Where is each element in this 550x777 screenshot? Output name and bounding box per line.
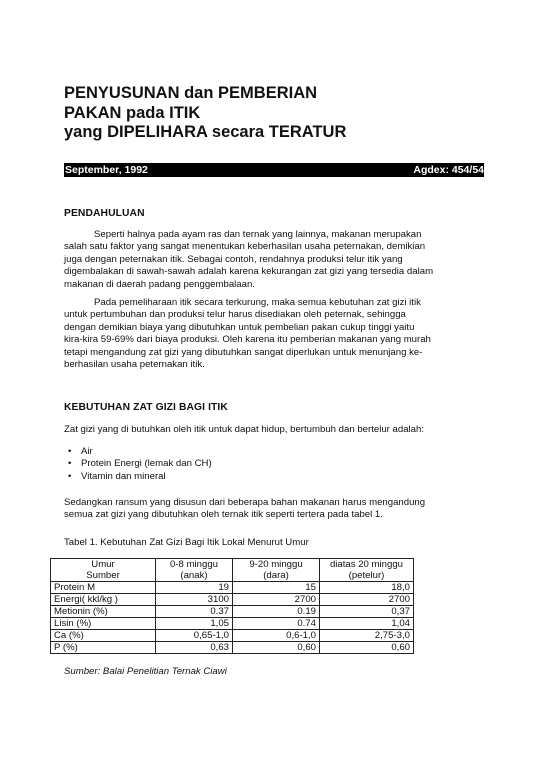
text-line: salah satu faktor yang sangat menentukan keberhasilan usaha peternakan, demikian — [64, 241, 426, 253]
bullet-icon: • — [68, 470, 72, 482]
bullet-icon: • — [68, 446, 72, 457]
bullet-icon: • — [68, 458, 72, 470]
table-cell: 1,04 — [320, 618, 414, 630]
paragraph-kebutuhan-after — [64, 497, 484, 522]
section-heading-kebutuhan: KEBUTUHAN ZAT GIZI BAGI ITIK — [64, 402, 228, 413]
text-line: makanan di daerah padang penggembalaan. — [64, 278, 255, 290]
table-cell: 3100 — [156, 594, 233, 606]
table-cell: 2700 — [233, 594, 320, 606]
table-cell: 1,05 — [156, 618, 233, 630]
table-cell: 0,65-1,0 — [156, 630, 233, 642]
text-line: Tabel 1. Kebutuhan Zat Gizi Bagi Itik Lokal Menurut Umur — [64, 537, 309, 548]
table-cell: 18,0 — [320, 582, 414, 594]
table-header-cell: 0-8 minggu (anak) — [156, 559, 233, 582]
table-cell: 0,6-1,0 — [233, 630, 320, 642]
title-line: PENYUSUNAN dan PEMBERIAN — [64, 84, 318, 102]
table-caption — [64, 537, 484, 549]
list-item: • Protein Energi (lemak dan CH) — [68, 458, 212, 470]
paragraph-pendahuluan-2 — [64, 297, 484, 371]
table-cell: 2700 — [320, 594, 414, 606]
table-row — [51, 618, 414, 630]
text-line: berhasilan usaha peternakan itik. — [64, 359, 205, 371]
table-row — [51, 606, 414, 618]
text-line: digembalakan di sawah-sawah adalah karena kekurangan zat gizi yang tersedia dalam — [64, 266, 434, 278]
table-cell: 0,63 — [156, 642, 233, 654]
table-cell: 0,60 — [320, 642, 414, 654]
table-cell: 0.74 — [233, 618, 320, 630]
table-cell: 0.37 — [156, 606, 233, 618]
text-line: dengan demikian biaya yang dibutuhkan untuk pembelian pakan cukup tinggi yaitu — [64, 321, 415, 333]
title-line: PAKAN pada ITIK — [64, 103, 201, 122]
table-row — [51, 582, 414, 594]
table-cell: Protein M — [51, 582, 156, 594]
table-cell: Ca (%) — [51, 630, 156, 642]
table-cell: Metionin (%) — [51, 606, 156, 618]
table-cell: 15 — [233, 582, 320, 594]
text-line: tetapi mengandung zat gizi yang dibutuhkan sangat diperlukan untuk menunjang ke- — [64, 346, 423, 358]
document-title — [64, 84, 504, 143]
source-note: Sumber: Balai Penelitian Ternak Ciawi — [64, 666, 227, 677]
list-item: • Air — [68, 446, 93, 457]
table-header-cell: diatas 20 minggu (petelur) — [320, 559, 414, 582]
paragraph-kebutuhan-intro — [64, 424, 484, 436]
header-bar — [64, 163, 484, 177]
title-line: yang DIPELIHARA secara TERATUR — [64, 123, 347, 141]
table-cell: P (%) — [51, 642, 156, 654]
paragraph-pendahuluan-1 — [64, 229, 484, 291]
table-header-cell: 9-20 minggu (dara) — [233, 559, 320, 582]
text-line: Seperti halnya pada ayam ras dan ternak yang lainnya, makanan merupakan — [94, 229, 422, 240]
table-header-row — [51, 559, 414, 582]
table-cell: 0,60 — [233, 642, 320, 654]
table-cell: 2,75-3,0 — [320, 630, 414, 642]
publication-date: September, 1992 — [65, 164, 148, 176]
table-cell: Energi( kkl/kg ) — [51, 594, 156, 606]
text-line: juga dengan peternakan itik. Sebagai contoh, rendahnya produksi telur itik yang — [64, 253, 403, 265]
table-cell: 0,37 — [320, 606, 414, 618]
text-line: semua zat gizi yang dibutuhkan oleh ternak itik seperti tertera pada tabel 1. — [64, 509, 383, 521]
table-row — [51, 642, 414, 654]
table-row — [51, 630, 414, 642]
text-line: Pada pemeliharaan itik secara terkurung, maka semua kebutuhan zat gizi itik — [94, 297, 421, 308]
list-item: • Vitamin dan mineral — [68, 470, 166, 482]
table-row — [51, 594, 414, 606]
text-line: kira-kira 59-69% dari biaya produksi. Oleh karena itu pemberian makanan yang murah — [64, 334, 431, 346]
table-cell: 0.19 — [233, 606, 320, 618]
table-cell: Lisin (%) — [51, 618, 156, 630]
text-line: untuk pertumbuhan dan produksi telur harus disediakan oleh peternak, sehingga — [64, 309, 406, 321]
table-cell: 19 — [156, 582, 233, 594]
text-line: Sedangkan ransum yang disusun dari beberapa bahan makanan harus mengandung — [64, 497, 426, 508]
agdex-code: Agdex: 454/54 — [413, 164, 484, 176]
text-line: Zat gizi yang di butuhkan oleh itik untuk dapat hidup, bertumbuh dan bertelur adalah: — [64, 424, 425, 435]
section-heading-pendahuluan: PENDAHULUAN — [64, 208, 145, 219]
table-header-cell: Umur Sumber — [51, 559, 156, 582]
nutrient-requirement-table — [50, 558, 414, 654]
nutrient-list — [64, 446, 212, 483]
